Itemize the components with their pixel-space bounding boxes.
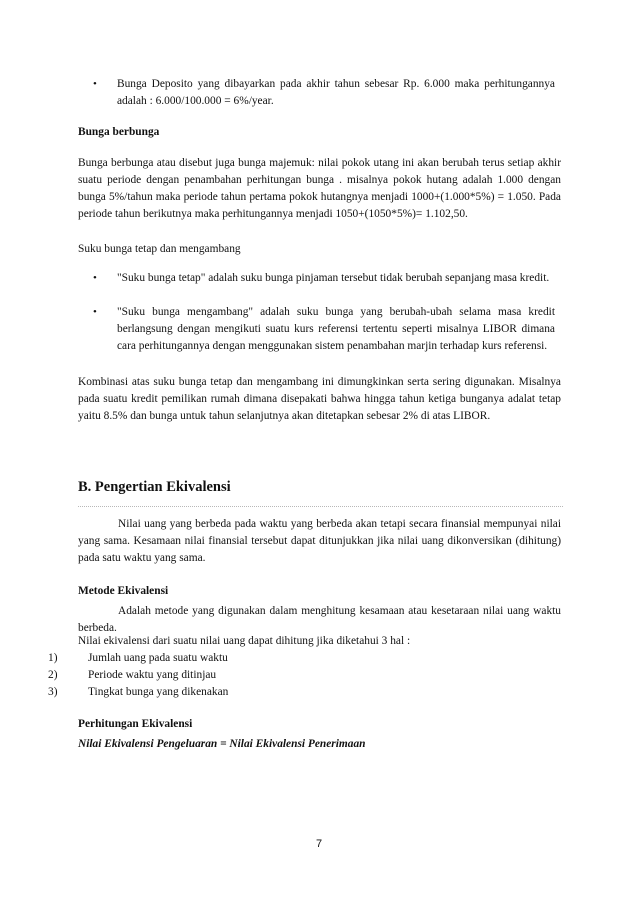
list-item bbox=[48, 650, 228, 667]
metode-line: Nilai ekivalensi dari suatu nilai uang dapat dihitung jika diketahui 3 hal : bbox=[78, 635, 411, 647]
formula: Nilai Ekivalensi Pengeluaran = Nilai Ekivalensi Penerimaan bbox=[78, 738, 366, 750]
paragraph-metode: Adalah metode yang digunakan dalam menghitung kesamaan atau kesetaraan nilai uang waktu berbeda. bbox=[78, 605, 561, 634]
paragraph-kombinasi: Kombinasi atas suku bunga tetap dan mengambang ini dimungkinkan serta sering digunakan. Misalnya pada suatu kredit pemilikan rumah dimana disepakati bahwa hingga tahun ketiga bunganya adalat tetap yaitu 8.5% dan bunga untuk tahun selanjutnya akan ditetapkan sebesar 2% di atas LIBOR. bbox=[78, 376, 561, 422]
item-number: 2) bbox=[48, 669, 58, 681]
bullet-text: "Suku bunga tetap" adalah suku bunga pinjaman tersebut tidak berubah sepanjang masa kredit. bbox=[117, 272, 550, 284]
bullet-text: Bunga Deposito yang dibayarkan pada akhir tahun sebesar Rp. 6.000 maka perhitungannya adalah : 6.000/100.000 = 6%/year. bbox=[117, 78, 555, 107]
divider bbox=[78, 506, 563, 507]
heading-bunga-berbunga: Bunga berbunga bbox=[78, 126, 160, 138]
suku-bunga-intro: Suku bunga tetap dan mengambang bbox=[78, 243, 241, 255]
bullet-icon: • bbox=[93, 306, 97, 318]
list-item bbox=[48, 684, 228, 701]
section-heading: B. Pengertian Ekivalensi bbox=[78, 479, 231, 495]
item-text: Periode waktu yang ditinjau bbox=[88, 669, 217, 681]
item-text: Jumlah uang pada suatu waktu bbox=[88, 652, 228, 664]
heading-perhitungan: Perhitungan Ekivalensi bbox=[78, 718, 193, 730]
paragraph-bunga-berbunga: Bunga berbunga atau disebut juga bunga majemuk: nilai pokok utang ini akan berubah terus setiap akhir suatu periode dengan penambahan perhitungan bunga . misalnya pokok hutang adalah 1.000 dengan bunga 5%/tahun maka periode tahun pertama pokok hutangnya menjadi 1000+(1.000*5%) = 1.050. Pada periode tahun berikutnya maka perhitungannya menjadi 1050+(1050*5%)= 1.102,50. bbox=[78, 157, 561, 220]
item-text: Tingkat bunga yang dikenakan bbox=[88, 686, 229, 698]
page-number: 7 bbox=[315, 838, 323, 850]
bullet-icon: • bbox=[93, 272, 97, 284]
list-item bbox=[48, 667, 216, 684]
paragraph-ekivalensi: Nilai uang yang berbeda pada waktu yang berbeda akan tetapi secara finansial mempunyai nilai yang sama. Kesamaan nilai finansial tersebut dapat ditunjukkan jika nilai uang dikonversikan (dihitung) pada satu waktu yang sama. bbox=[78, 518, 561, 564]
heading-metode: Metode Ekivalensi bbox=[78, 585, 169, 597]
bullet-text: "Suku bunga mengambang" adalah suku bunga yang berubah-ubah selama masa kredit berlangsung dengan mengikuti suatu kurs referensi tertentu seperti misalnya LIBOR dimana cara perhitungannya dengan menggunakan sistem penambahan marjin terhadap kurs referensi. bbox=[117, 306, 555, 352]
item-number: 3) bbox=[48, 686, 58, 698]
item-number: 1) bbox=[48, 652, 58, 664]
bullet-icon: • bbox=[93, 78, 97, 90]
